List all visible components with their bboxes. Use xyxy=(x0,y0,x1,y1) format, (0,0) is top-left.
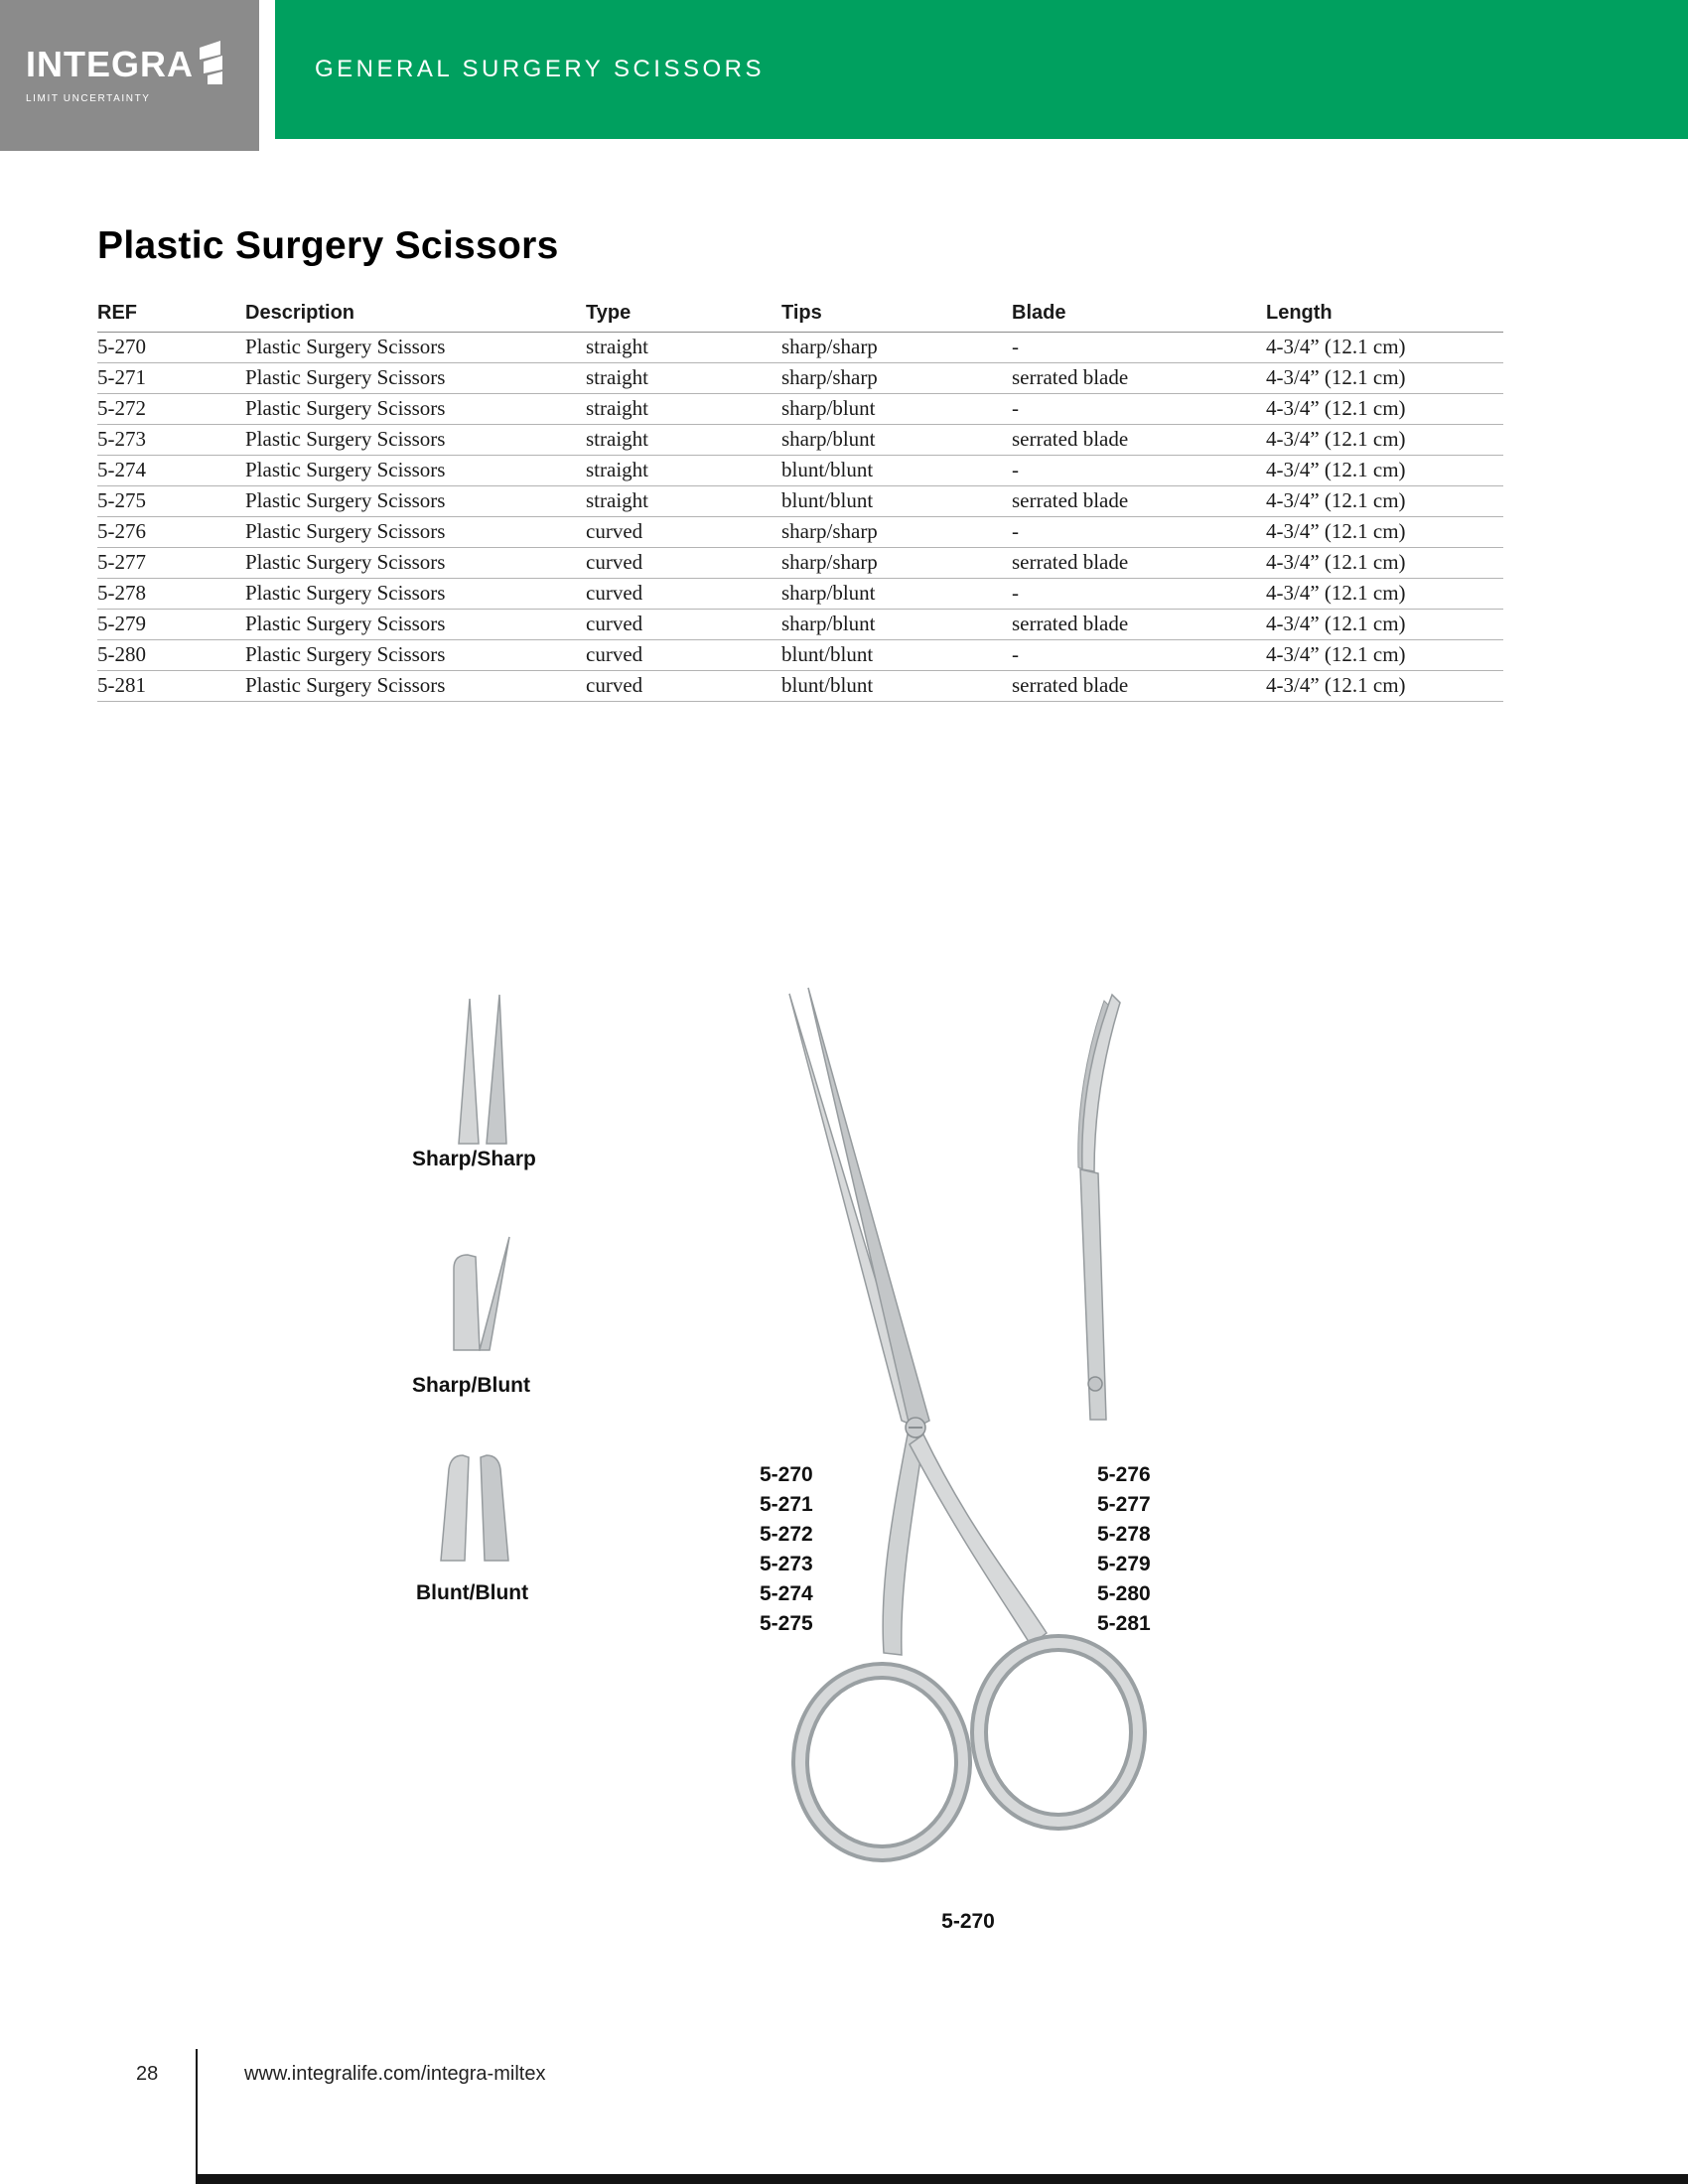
table-row xyxy=(97,333,1503,363)
sharp-sharp-tip-image xyxy=(449,993,518,1155)
table-cell: serrated blade xyxy=(1012,548,1266,579)
table-cell: 4-3/4” (12.1 cm) xyxy=(1266,333,1503,363)
table-cell: curved xyxy=(586,579,781,610)
footer-website: www.integralife.com/integra-miltex xyxy=(244,2063,546,2085)
table-cell: 4-3/4” (12.1 cm) xyxy=(1266,579,1503,610)
straight-ref-list xyxy=(760,1460,813,1639)
ref-item: 5-276 xyxy=(1097,1463,1151,1486)
table-cell: 4-3/4” (12.1 cm) xyxy=(1266,548,1503,579)
tip-label-blunt-blunt: Blunt/Blunt xyxy=(416,1581,529,1604)
table-cell: blunt/blunt xyxy=(781,671,1012,702)
table-cell: serrated blade xyxy=(1012,363,1266,394)
table-row xyxy=(97,394,1503,425)
table-cell: Plastic Surgery Scissors xyxy=(245,610,586,640)
table-cell: - xyxy=(1012,333,1266,363)
table-cell: serrated blade xyxy=(1012,486,1266,517)
page-bottom-rule xyxy=(196,2174,1688,2184)
table-cell: sharp/blunt xyxy=(781,425,1012,456)
table-cell: blunt/blunt xyxy=(781,486,1012,517)
ref-item: 5-274 xyxy=(760,1582,813,1605)
table-cell: 5-279 xyxy=(97,610,245,640)
table-cell: 5-275 xyxy=(97,486,245,517)
table-cell: straight xyxy=(586,394,781,425)
table-row xyxy=(97,425,1503,456)
table-cell: 5-270 xyxy=(97,333,245,363)
table-cell: 5-276 xyxy=(97,517,245,548)
table-cell: blunt/blunt xyxy=(781,456,1012,486)
table-row xyxy=(97,579,1503,610)
column-header-type: Type xyxy=(586,300,781,333)
table-cell: curved xyxy=(586,640,781,671)
curved-scissors-image xyxy=(1072,993,1142,1430)
table-cell: sharp/blunt xyxy=(781,610,1012,640)
table-cell: Plastic Surgery Scissors xyxy=(245,394,586,425)
table-cell: Plastic Surgery Scissors xyxy=(245,333,586,363)
table-cell: 5-271 xyxy=(97,363,245,394)
table-cell: Plastic Surgery Scissors xyxy=(245,363,586,394)
table-cell: 4-3/4” (12.1 cm) xyxy=(1266,640,1503,671)
table-cell: 4-3/4” (12.1 cm) xyxy=(1266,517,1503,548)
product-table xyxy=(97,300,1503,702)
table-cell: - xyxy=(1012,394,1266,425)
table-cell: straight xyxy=(586,425,781,456)
table-row xyxy=(97,456,1503,486)
table-cell: Plastic Surgery Scissors xyxy=(245,671,586,702)
table-cell: 4-3/4” (12.1 cm) xyxy=(1266,363,1503,394)
table-row xyxy=(97,610,1503,640)
section-banner-title: GENERAL SURGERY SCISSORS xyxy=(315,56,765,82)
column-header-description: Description xyxy=(245,300,586,333)
table-row xyxy=(97,671,1503,702)
table-cell: Plastic Surgery Scissors xyxy=(245,640,586,671)
table-cell: 5-280 xyxy=(97,640,245,671)
table-cell: serrated blade xyxy=(1012,671,1266,702)
ref-item: 5-277 xyxy=(1097,1493,1151,1516)
ref-item: 5-275 xyxy=(760,1612,813,1635)
table-cell: Plastic Surgery Scissors xyxy=(245,517,586,548)
table-header-row xyxy=(97,300,1503,333)
curved-ref-list xyxy=(1097,1460,1151,1639)
sharp-blunt-tip-image xyxy=(440,1231,524,1360)
ref-item: 5-271 xyxy=(760,1493,813,1516)
table-cell: curved xyxy=(586,671,781,702)
ref-item: 5-272 xyxy=(760,1523,813,1546)
table-cell: sharp/sharp xyxy=(781,333,1012,363)
integra-logo xyxy=(0,0,259,151)
section-banner xyxy=(275,0,1688,139)
table-cell: straight xyxy=(586,486,781,517)
table-row xyxy=(97,640,1503,671)
figure-caption: 5-270 xyxy=(941,1910,995,1933)
table-cell: 4-3/4” (12.1 cm) xyxy=(1266,394,1503,425)
table-cell: 5-274 xyxy=(97,456,245,486)
table-cell: Plastic Surgery Scissors xyxy=(245,486,586,517)
column-header-ref: REF xyxy=(97,300,245,333)
table-cell: 4-3/4” (12.1 cm) xyxy=(1266,610,1503,640)
table-cell: Plastic Surgery Scissors xyxy=(245,425,586,456)
table-cell: straight xyxy=(586,333,781,363)
product-table-body xyxy=(97,333,1503,702)
table-cell: serrated blade xyxy=(1012,425,1266,456)
table-cell: - xyxy=(1012,640,1266,671)
table-row xyxy=(97,548,1503,579)
column-header-tips: Tips xyxy=(781,300,1012,333)
ref-item: 5-273 xyxy=(760,1553,813,1575)
page-title: Plastic Surgery Scissors xyxy=(97,224,559,267)
table-cell: 5-278 xyxy=(97,579,245,610)
table-cell: straight xyxy=(586,363,781,394)
table-cell: Plastic Surgery Scissors xyxy=(245,548,586,579)
integra-flag-icon xyxy=(198,41,223,89)
ref-item: 5-270 xyxy=(760,1463,813,1486)
table-cell: sharp/blunt xyxy=(781,394,1012,425)
table-row xyxy=(97,486,1503,517)
table-cell: 4-3/4” (12.1 cm) xyxy=(1266,671,1503,702)
table-cell: sharp/sharp xyxy=(781,548,1012,579)
blunt-blunt-tip-image xyxy=(425,1439,529,1569)
table-cell: 4-3/4” (12.1 cm) xyxy=(1266,456,1503,486)
table-cell: 5-281 xyxy=(97,671,245,702)
ref-item: 5-278 xyxy=(1097,1523,1151,1546)
table-cell: Plastic Surgery Scissors xyxy=(245,456,586,486)
table-cell: sharp/sharp xyxy=(781,517,1012,548)
table-cell: serrated blade xyxy=(1012,610,1266,640)
table-cell: curved xyxy=(586,517,781,548)
integra-logo-text: INTEGRA xyxy=(26,44,194,84)
tip-label-sharp-sharp: Sharp/Sharp xyxy=(412,1148,536,1170)
page-number: 28 xyxy=(136,2063,159,2085)
footer-divider xyxy=(196,2049,198,2184)
table-cell: 5-272 xyxy=(97,394,245,425)
table-cell: - xyxy=(1012,517,1266,548)
table-cell: blunt/blunt xyxy=(781,640,1012,671)
table-cell: sharp/sharp xyxy=(781,363,1012,394)
ref-item: 5-279 xyxy=(1097,1553,1151,1575)
column-header-length: Length xyxy=(1266,300,1503,333)
table-cell: 4-3/4” (12.1 cm) xyxy=(1266,425,1503,456)
table-cell: - xyxy=(1012,579,1266,610)
table-cell: straight xyxy=(586,456,781,486)
table-cell: sharp/blunt xyxy=(781,579,1012,610)
column-header-blade: Blade xyxy=(1012,300,1266,333)
table-cell: Plastic Surgery Scissors xyxy=(245,579,586,610)
table-cell: - xyxy=(1012,456,1266,486)
table-cell: 5-277 xyxy=(97,548,245,579)
ref-item: 5-281 xyxy=(1097,1612,1151,1635)
table-cell: curved xyxy=(586,610,781,640)
tip-label-sharp-blunt: Sharp/Blunt xyxy=(412,1374,530,1397)
table-cell: 5-273 xyxy=(97,425,245,456)
table-row xyxy=(97,363,1503,394)
table-row xyxy=(97,517,1503,548)
table-cell: 4-3/4” (12.1 cm) xyxy=(1266,486,1503,517)
ref-item: 5-280 xyxy=(1097,1582,1151,1605)
integra-logo-tagline: LIMIT UNCERTAINTY xyxy=(26,93,151,104)
table-cell: curved xyxy=(586,548,781,579)
